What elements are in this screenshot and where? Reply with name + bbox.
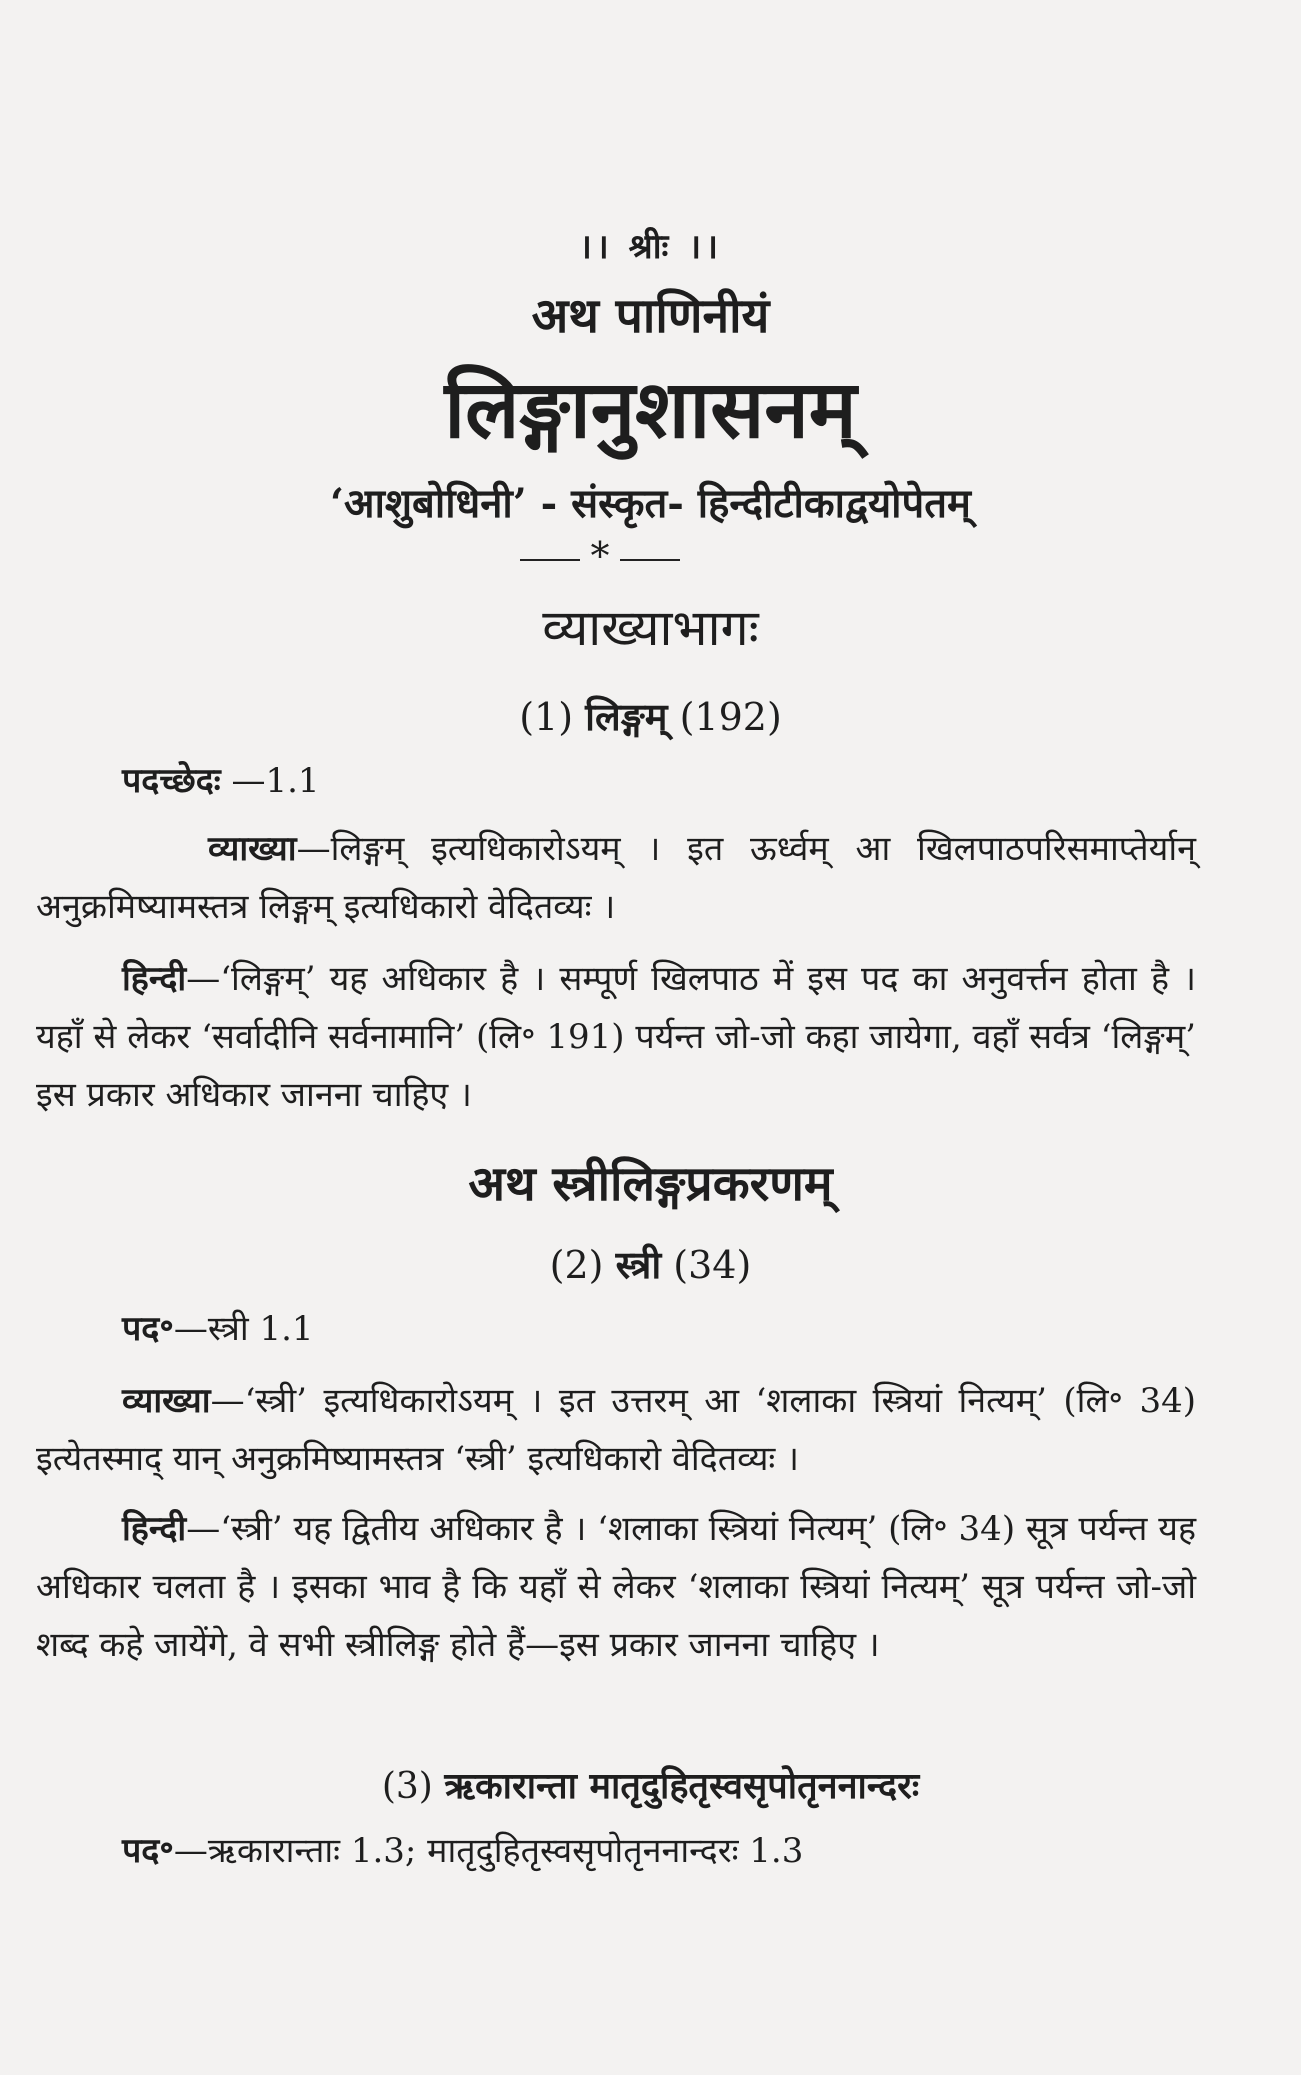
pada-text: —स्त्री 1.1 [173, 1309, 314, 1349]
pada-label: पद॰ [122, 1309, 174, 1349]
separator-line-right [620, 559, 680, 561]
vyakhya-text: —लिङ्गम् इत्यधिकारोऽयम् । इत ऊर्ध्वम् आ खिलपाठपरिसमाप्तेर्यान् अनुक्रमिष्यामस्तत्र लिङ्गम् इत्यधिकारो वेदितव्यः । [36, 829, 1196, 927]
sutra-number: (1) [519, 695, 574, 739]
section-label: व्याख्याभागः [542, 599, 759, 657]
padaccheda-text: —1.1 [220, 761, 320, 801]
vyakhya-paragraph-2 [36, 1372, 1196, 1488]
pada-paragraph-3 [36, 1822, 1196, 1880]
sutra-heading-1 [0, 690, 1301, 742]
ornamental-separator [520, 534, 680, 580]
vyakhya-label: व्याख्या [208, 829, 297, 869]
vyakhya-paragraph-1 [36, 820, 1196, 936]
padaccheda-label: पदच्छेदः [122, 761, 221, 801]
hindi-paragraph-2 [36, 1500, 1196, 1674]
hindi-text: —‘स्त्री’ यह द्वितीय अधिकार है । ‘शलाका स्त्रियां नित्यम्’ (लि॰ 34) सूत्र पर्यन्त यह अधिकार चलता है । इसका भाव है कि यहाँ से लेकर ‘शलाका स्त्रियां नित्यम्’ सूत्र पर्यन्त जो-जो शब्द कहे जायेंगे, वे सभी स्त्रीलिङ्ग होते हैं—इस प्रकार जानना चाहिए । [36, 1509, 1196, 1665]
separator-line-left [520, 559, 580, 561]
pada-paragraph-2 [36, 1300, 1196, 1358]
vyakhya-text: —‘स्त्री’ इत्यधिकारोऽयम् । इत उत्तरम् आ ‘शलाका स्त्रियां नित्यम्’ (लि॰ 34) इत्येतस्माद् यान् अनुक्रमिष्यामस्तत्र ‘स्त्री’ इत्यधिकारो वेदितव्यः । [36, 1381, 1196, 1479]
pada-label: पद॰ [122, 1831, 174, 1871]
hindi-label: हिन्दी [122, 959, 187, 999]
sutra-name: ऋकारान्ता मातृदुहितृस्वसृपोतृननान्दरः [444, 1765, 920, 1807]
padaccheda-paragraph [36, 752, 1282, 810]
asterisk-icon: * [590, 534, 610, 578]
hindi-label: हिन्दी [122, 1509, 187, 1549]
sutra-name: स्त्री [615, 1242, 662, 1287]
vyakhya-label: व्याख्या [122, 1381, 211, 1421]
pada-text: —ऋकारान्ताः 1.3; मातृदुहितृस्वसृपोतृननान्दरः 1.3 [173, 1831, 804, 1871]
hindi-text: —‘लिङ्गम्’ यह अधिकार है । सम्पूर्ण खिलपाठ में इस पद का अनुवर्त्तन होता है । यहाँ से लेकर ‘सर्वादीनि सर्वनामानि’ (लि॰ 191) पर्यन्त जो-जो कहा जायेगा, वहाँ सर्वत्र ‘लिङ्गम्’ इस प्रकार अधिकार जानना चाहिए । [36, 959, 1196, 1115]
sutra-reference: (192) [679, 695, 782, 739]
page-subtitle: ‘आशुबोधिनी’ - संस्कृत- हिन्दीटीकाद्वयोपेतम् [330, 480, 971, 527]
sutra-number: (3) [381, 1766, 433, 1807]
sutra-name: लिङ्गम् [585, 694, 668, 739]
sutra-heading-3 [0, 1760, 1301, 1809]
section-heading-strilinga: अथ स्त्रीलिङ्गप्रकरणम् [468, 1156, 833, 1212]
hindi-paragraph-1 [36, 950, 1196, 1124]
sutra-reference: (34) [673, 1243, 752, 1287]
page-title: लिङ्गानुशासनम् [444, 362, 857, 456]
invocation-shri: ।। श्रीः ।। [579, 227, 722, 267]
sutra-heading-2 [0, 1238, 1301, 1290]
heading-atha-paniniyam: अथ पाणिनीयं [531, 288, 770, 344]
sutra-number: (2) [549, 1243, 604, 1287]
